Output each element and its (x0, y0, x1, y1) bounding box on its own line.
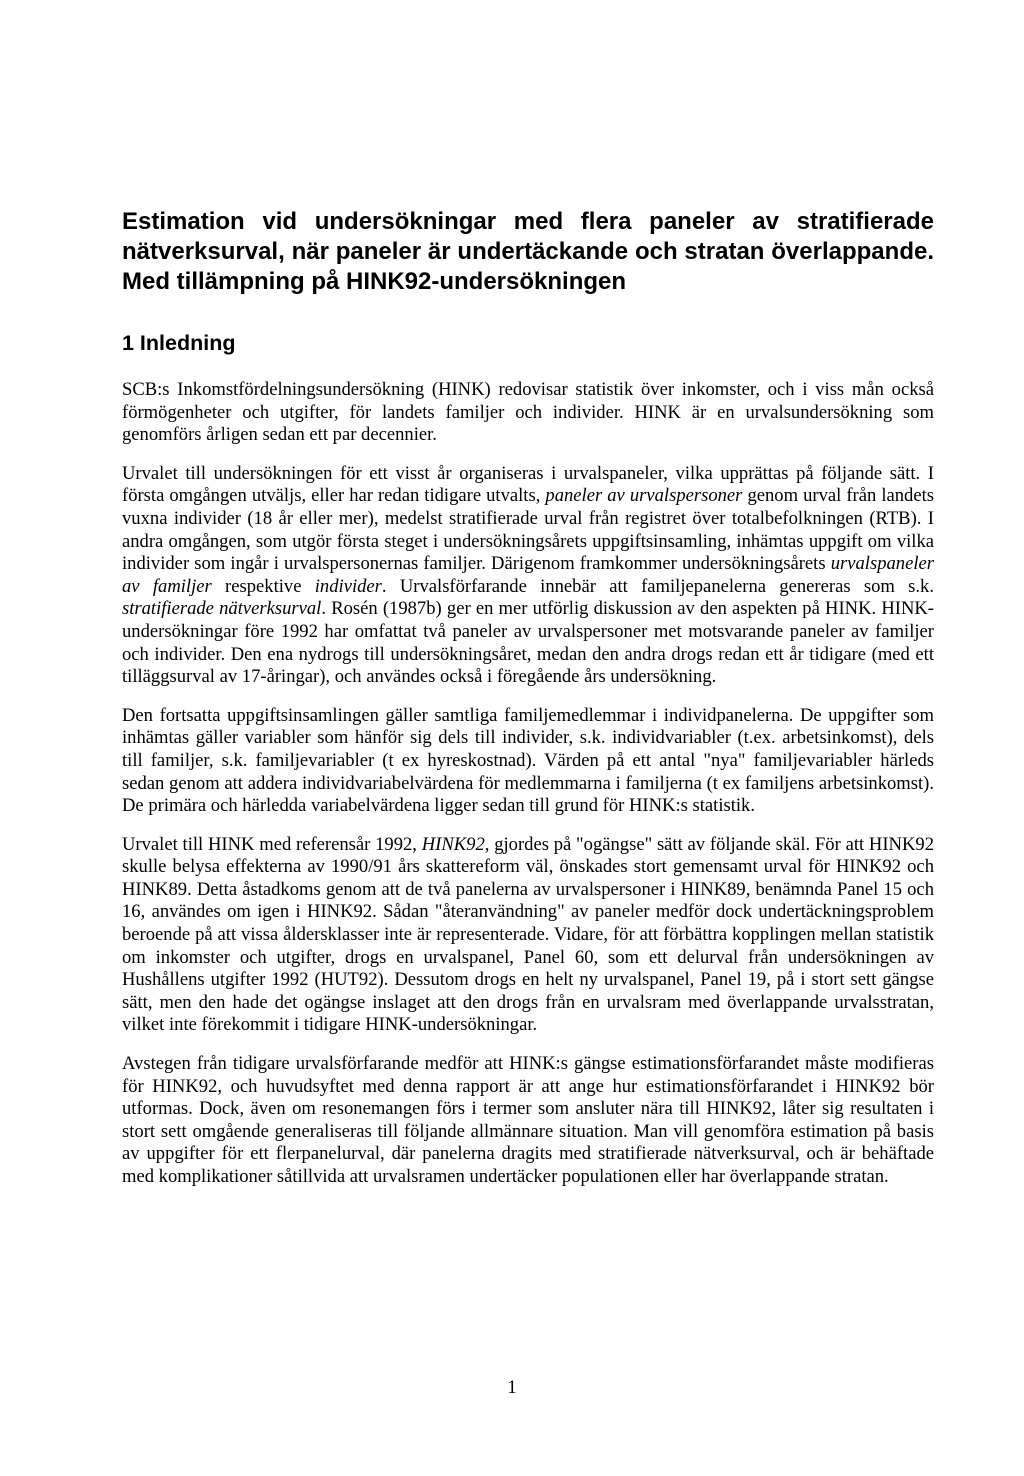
paragraph-text: . Rosén (1987b) ger en mer utförlig diskussion av den aspekten på HINK. HINK-undersökningar före 1992 har omfattat två paneler av urvalspersoner met motsvarande paneler av familjer och individer. Den ena nydrogs till undersökningsåret, medan den andra drogs redan ett år tidigare (med ett tilläggsurval av 17-åringar), och användes också i föregående års undersökning. (122, 598, 934, 688)
paragraph-text: Urvalet till undersökningen för ett visst år organiseras i urvalspaneler, vilka upprättas på följande sätt. I första omgången utväljs, eller har redan tidigare utvalts, (122, 462, 934, 507)
page-number: 1 (507, 1377, 517, 1398)
paragraph-text: Urvalet till HINK med referensår 1992, (122, 833, 422, 855)
italic-term: stratifierade nätverksurval (122, 598, 322, 620)
paragraph-data-collection (122, 705, 934, 818)
section-heading: 1 Inledning (122, 331, 236, 355)
paragraph-text: genom urval från landets vuxna individer (18 år eller mer), medelst stratifierade urval från registret över totalbefolkningen (RTB). I andra omgången, som utgör första steget i undersökningsårets uppgiftsinsamling, inhämtas uppgift om vilka individer som ingår i urvalspersonernas familjer. Därigenom framkommer undersökningsårets (122, 485, 934, 575)
paragraph-text: Avstegen från tidigare urvalsförfarande medför att HINK:s gängse estimationsförfarandet måste modifieras för HINK92, och huvudsyftet med denna rapport är att ange hur estimationsförfarandet i HINK92 bör utformas. Dock, även om resonemangen förs i termer som ansluter nära till HINK92, låter sig resultaten i stort sett omgående generaliseras till följande allmännare situation. Man vill genomföra estimation på basis av uppgifter för ett flerpanelurval, där panelerna dragits med stratifierade nätverksurval, och är behäftade med komplikationer såtillvida att urvalsramen undertäcker populationen eller har överlappande stratan. (122, 1053, 934, 1187)
italic-term: individer (314, 575, 382, 597)
paragraph-text: Den fortsatta uppgiftsinsamlingen gäller samtliga familjemedlemmar i individpanelerna. De uppgifter som inhämtas gäller variabler som hänför sig dels till individer, s.k. individvariabler (t.ex. arbetsinkomst), dels till familjer, s.k. familjevariabler (t ex hyreskostnad). Värden på ett antal "nya" familjevariabler härleds sedan genom att addera individvariabelvärdena för medlemmarna i familjerna (t ex familjens arbetsinkomst). De primära och härledda variabelvärdena ligger sedan till grund för HINK:s statistik. (122, 704, 934, 817)
paragraph-text: . Urvalsförfarande innebär att familjepanelerna genereras som s.k. (381, 575, 934, 597)
italic-term: urvalspaneler av familjer (122, 553, 934, 597)
paragraph-purpose (122, 1053, 934, 1189)
document-page (122, 207, 934, 1205)
paragraph-intro (122, 379, 934, 447)
paragraph-sampling (122, 463, 934, 689)
paragraph-text: , gjordes på "ogängse" sätt av följande skäl. För att HINK92 skulle belysa effekterna av 1990/91 års skattereform väl, önskades stort gemensamt urval för HINK92 och HINK89. Detta åstadkoms genom att de två panelerna av urvalspersoner i HINK89, benämnda Panel 15 och 16, användes om igen i HINK92. Sådan "återanvändning" av paneler medför dock undertäckningsproblem beroende på att vissa åldersklasser inte är representerade. Vidare, för att förbättra kopplingen mellan statistik om inkomster och utgifter, drogs en urvalspanel, Panel 60, som ett delurval från undersökningen av Hushållens utgifter 1992 (HUT92). Dessutom drogs en helt ny urvalspanel, Panel 19, på i stort sett gängse sätt, men den hade det ogängse inslaget att den drogs från en urvalsram med överlappande urvalsstratan, vilket inte förekommit i tidigare HINK-undersökningar. (122, 833, 935, 1036)
paragraph-text: respektive (211, 575, 315, 597)
italic-term: HINK92 (421, 833, 485, 855)
document-title: Estimation vid undersökningar med flera paneler av stratifierade nätverksurval, när paneler är undertäckande och stratan överlappande. Med tillämpning på HINK92-undersökningen (122, 208, 934, 295)
paragraph-hink92 (122, 834, 934, 1037)
italic-term: paneler av urvalspersoner (545, 485, 743, 507)
paragraph-text: SCB:s Inkomstfördelningsundersökning (HINK) redovisar statistik över inkomster, och i viss mån också förmögenheter och utgifter, för landets familjer och individer. HINK är en urvalsundersökning som genomförs årligen sedan ett par decennier. (122, 379, 934, 446)
